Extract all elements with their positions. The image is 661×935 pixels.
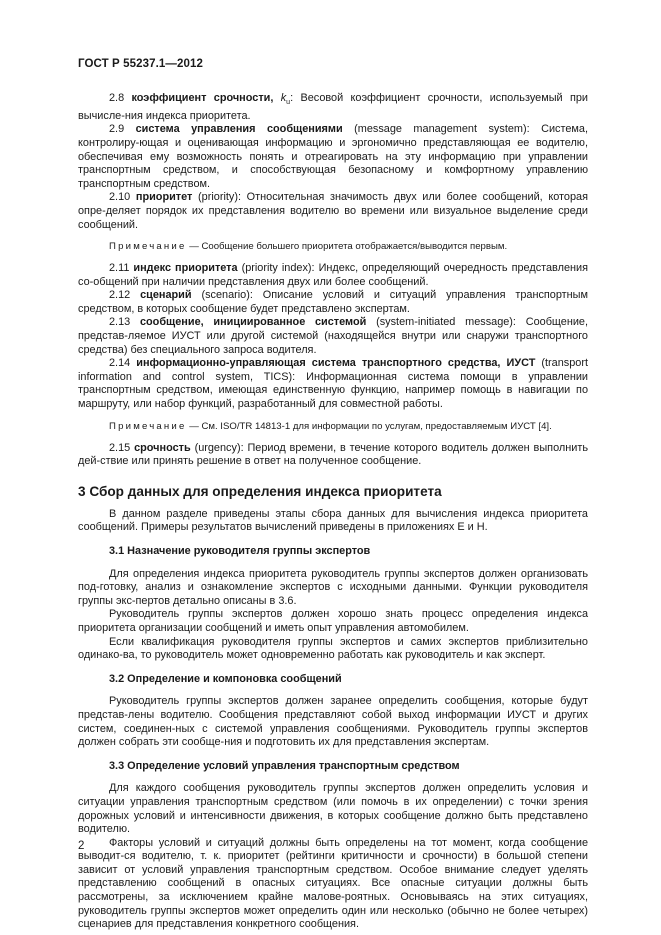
page-number: 2	[78, 840, 85, 852]
note-label: Примечание	[109, 420, 187, 432]
paragraph: Если квалификация руководителя группы экспертов и самих экспертов приблизительно одинако-ва, то руководитель может одновременно работать как руководитель и как эксперт.	[78, 635, 588, 662]
paragraph: Для определения индекса приоритета руководитель группы экспертов должен организовать под-готовку, анализ и ознакомление экспертов с исходными данными. Функции руководителя группы экс-пертов детально описаны в 3.6.	[78, 567, 588, 607]
paragraph: Руководитель группы экспертов должен заранее определить сообщения, которые будут представ-лены водителю. Сообщения представляют собой выход информации ИУСТ и других систем, соединен-ных с системой управления сообщениями. Руководитель группы экспертов должен собрать эти сообще-ния и подготовить их для представления экспертам.	[78, 695, 588, 749]
note-label: Примечание	[109, 241, 187, 253]
document-header: ГОСТ Р 55237.1—2012	[78, 58, 203, 70]
definition-2-13	[78, 316, 588, 357]
paragraph: Для каждого сообщения руководитель группы экспертов должен определить условия и ситуации управления транспортным средством (или помочь в их определении) с точки зрения дорожных условий и интенсивности движения, в которых сообщение должно быть представлено водителю.	[78, 782, 588, 836]
definition-number: 2.11	[109, 262, 130, 275]
definition-number: 2.9	[109, 123, 125, 136]
definition-2-9	[78, 123, 588, 191]
note-2	[78, 421, 588, 433]
definition-term: коэффициент срочности,	[131, 92, 274, 104]
section-3-intro: В данном разделе приведены этапы сбора данных для вычисления индекса приоритета сообщений. Примеры результатов вычислений приведены в приложениях Е и Н.	[78, 507, 588, 534]
note-text: — См. ISO/TR 14813-1 для информации по услугам, предоставляемым ИУСТ [4].	[186, 420, 552, 432]
definition-2-15	[78, 442, 588, 469]
note-1	[78, 241, 588, 253]
subsection-3-2-heading: 3.2 Определение и компоновка сообщений	[109, 672, 342, 685]
section-3-heading: 3 Сбор данных для определения индекса приоритета	[78, 483, 442, 499]
symbol: k	[280, 92, 287, 104]
definition-number: 2.13	[109, 316, 131, 329]
definition-term: срочность	[134, 441, 191, 454]
subsection-3-3-heading: 3.3 Определение условий управления транспортным средством	[109, 759, 460, 772]
definition-text: (message management system): Система, контролиру-ющая и оценивающая информацию и эргономично представляющая ее водителю, обеспечивая ему возможность понять и отреагировать на эту информацию при управлении транспортным средством, и способствующая безопасному и комфортному управлению транспортным средством.	[78, 123, 588, 190]
definition-term: приоритет	[135, 191, 193, 204]
definition-term: индекс приоритета	[133, 262, 238, 275]
definition-2-10	[78, 191, 588, 232]
note-text: — Сообщение большего приоритета отображается/выводится первым.	[186, 241, 508, 253]
definition-number: 2.8	[109, 92, 125, 104]
definition-term: сообщение, инициированное системой	[139, 316, 367, 329]
definition-2-12	[78, 289, 588, 316]
symbol-subscript: u	[286, 99, 291, 107]
definition-text: (priority): Относительная значимость двух или более сообщений, которая опре-деляет порядок их представления водителю во времени или визуальное выделение среди сообщений.	[78, 191, 588, 231]
definition-term: информационно-управляющая система транспортного средства, ИУСТ	[136, 357, 536, 370]
definition-term: система управления сообщениями	[135, 123, 343, 136]
definition-text: (priority index): Индекс, определяющий очередность представления со-общений при наличии представления двух или более сообщений.	[78, 262, 589, 288]
paragraph: Факторы условий и ситуаций должны быть определены на тот момент, когда сообщение выводит-ся водителю, т. к. приоритет (рейтинги критичности и срочности) в большой степени зависит от условий управления транспортным средством. Особое внимание следует уделять представлению сообщений в опасных ситуациях. Все опасные ситуации должны быть рассмотрены, за исключением крайне малове-роятных. Основываясь на этих ситуациях, руководитель группы экспертов может определить один или несколько (обычно не более четырех) сценариев для представления конкретного сообщения.	[78, 836, 588, 931]
definition-text: (system-initiated message): Сообщение, представ-ляемое ИУСТ или другой системой (находящейся внутри или снаружи транспортного средства) без специального запроса водителя.	[78, 316, 589, 356]
definition-text: (scenario): Описание условий и ситуаций управления транспортным средством, в которых сообщение будет представлено экспертам.	[78, 289, 588, 315]
definition-text: (urgency): Период времени, в течение которого водитель должен выполнить дей-ствие или принять решение в ответ на полученное сообщение.	[78, 441, 588, 468]
definition-2-8	[78, 92, 588, 123]
definition-text: : Весовой коэффициент срочности, используемый при вычисле-ния индекса приоритета.	[78, 92, 588, 122]
paragraph: Руководитель группы экспертов должен хорошо знать процесс определения индекса приоритета организации сообщений и иметь опыт управления автомобилем.	[78, 608, 588, 634]
definition-number: 2.10	[109, 191, 131, 204]
definition-number: 2.15	[109, 441, 131, 454]
document-body	[78, 92, 588, 932]
definition-text: (transport information and control system, TICS): Информационная система помощи в управлении транспортным средством, имеющая единственную функцию, например помощь в навигации по маршруту, или набор функций, разработанный для совместной работы.	[78, 357, 588, 411]
definition-2-14	[78, 357, 588, 411]
definition-number: 2.14	[109, 357, 131, 370]
definition-2-11	[78, 262, 588, 289]
subsection-3-1-heading: 3.1 Назначение руководителя группы экспертов	[109, 545, 371, 558]
definition-term: сценарий	[140, 289, 192, 302]
definition-number: 2.12	[109, 289, 131, 302]
